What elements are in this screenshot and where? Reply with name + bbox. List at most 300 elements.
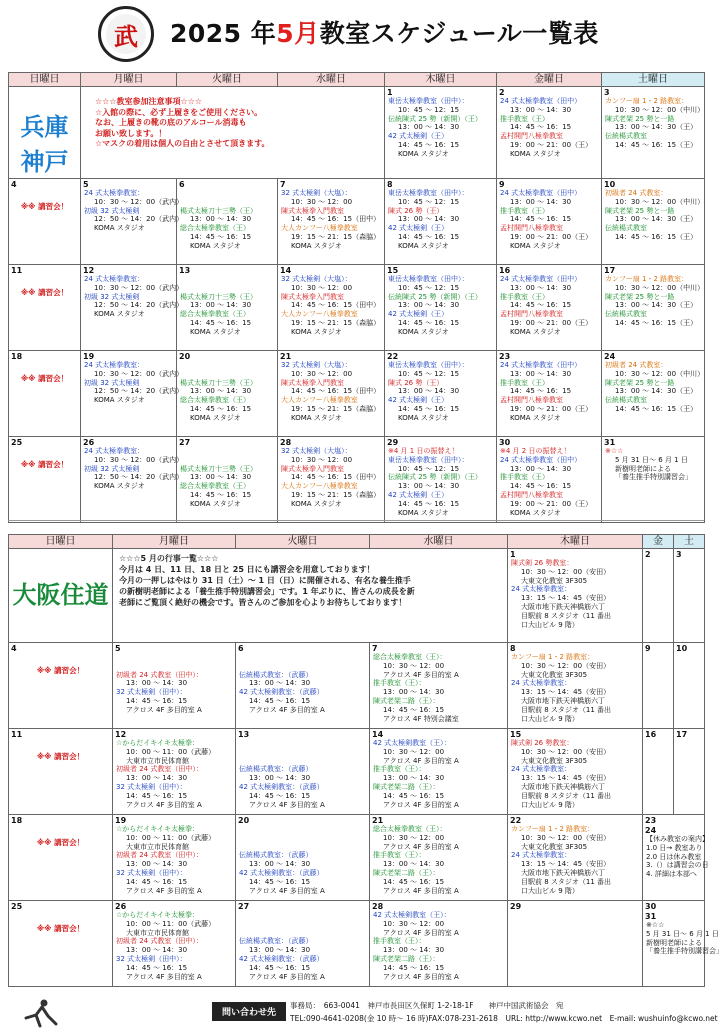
- notice-line: ☆☆☆教室参加注意事項☆☆☆: [95, 97, 203, 106]
- osaka-notice: [113, 549, 507, 608]
- class-entry: 42 式太極剣（王）: [388, 132, 449, 141]
- class-entry: 10：30 〜 12：00: [291, 197, 353, 206]
- class-entry: 楊式太極刀十三勢（王）: [180, 292, 257, 301]
- notice-line: 今月は 4 日、11 日、18 日と 25 日にも講習会を用意しております！: [119, 565, 375, 574]
- class-entry: KOMA スタジオ: [94, 396, 145, 405]
- kobe-weekday-header: [9, 73, 705, 87]
- osaka-notice-cell: [113, 549, 508, 643]
- kobe-day-cell: [177, 179, 278, 265]
- class-entry: 大東市立市民体育館: [126, 928, 189, 937]
- osaka-day-cell: [113, 643, 236, 729]
- class-entry: 10：00 〜 11：00（武藤）: [126, 833, 216, 842]
- class-entry: 推手教室（王）：: [373, 851, 426, 860]
- title-month: 5月: [276, 19, 320, 48]
- class-entry: 目駅前 8 スタジオ（11 番出: [521, 611, 612, 620]
- kobe-day-cell: [385, 179, 497, 265]
- class-entry: アクロス 4F 多目的室 A: [383, 756, 459, 765]
- class-entry: 伝統楊式教室：（武藤）: [239, 670, 313, 679]
- class-entry: 初級 32 式太極剣: [84, 206, 140, 215]
- kobe-day-cell: [278, 265, 385, 351]
- seminar-note: ※※ 講習会！: [20, 374, 69, 383]
- day-number: 11: [11, 266, 23, 275]
- class-entry: 伝統楊式教室: [605, 224, 647, 233]
- class-entry: 陳式老架二路（王）：: [373, 954, 440, 963]
- day-number: 25: [11, 438, 23, 447]
- class-entry: [113, 653, 235, 662]
- class-entry: 初級者 24 式教室：: [605, 361, 668, 369]
- seminar-note: ※※ 講習会！: [36, 924, 85, 933]
- class-entry: 総合太極拳教室（王）: [180, 310, 250, 319]
- class-entry: 10：30 〜 12：00（武内）: [94, 455, 184, 464]
- class-entry: 13：00 〜 14：30: [510, 283, 572, 292]
- kobe-day-cell: [81, 179, 184, 265]
- class-entry: KOMA スタジオ: [398, 508, 449, 517]
- class-entry: [236, 834, 369, 843]
- class-entry: 32 式太極剣（大塩）：: [281, 447, 352, 455]
- class-entry: 42 式太極剣（王）: [388, 310, 449, 319]
- class-entry: 大東文化教室 3F305: [521, 842, 588, 851]
- kobe-day-cell: [497, 437, 602, 523]
- class-entry: 10：30 〜 12：00（安田）: [521, 747, 611, 756]
- notice-line: なお、上履きの靴の底のアルコール消毒も: [95, 118, 247, 127]
- page-title: [170, 14, 599, 50]
- day-number: 13: [179, 266, 191, 275]
- day-number: 8: [387, 180, 393, 189]
- class-entry: 13：00 〜 14：30: [383, 688, 445, 697]
- schedule-note: 5 月 31 日〜 6 月 1 日: [646, 929, 719, 938]
- osaka-day-cell: [508, 729, 643, 815]
- day-number: 15: [387, 266, 399, 275]
- kobe-day-cell: [81, 351, 184, 437]
- osaka-sunday-cell: [9, 815, 113, 901]
- weekday-label: 日曜日: [9, 535, 113, 549]
- class-entry: 10：30 〜 12：00: [383, 833, 445, 842]
- class-entry: 14：45 〜 16：15: [249, 963, 311, 972]
- class-entry: 14：45 〜 16：15: [510, 482, 572, 491]
- class-entry: 大人カンフー八極拳教室: [281, 482, 358, 491]
- contact-address: 事務局： 663-0041 神戸市長田区久保町 1-2-18-1F 神戸中国武術協会 宛: [290, 1001, 564, 1010]
- day-number: 24: [604, 352, 616, 361]
- class-entry: 14：45 〜 16：15（王）: [615, 140, 698, 149]
- class-entry: 10：30 〜 12：00（安田）: [521, 661, 611, 670]
- class-entry: 13：00 〜 14：30: [398, 123, 460, 132]
- class-entry: 13：00 〜 14：30: [126, 946, 188, 955]
- osaka-day-cell: [370, 729, 508, 815]
- kobe-day-cell: [385, 351, 497, 437]
- class-entry: 14：45 〜 16：15（田中）: [291, 301, 381, 310]
- class-entry: 13：00 〜 14：30: [398, 387, 460, 396]
- day-number: 4: [11, 180, 17, 189]
- class-entry: アクロス 4F 多目的室 A: [249, 972, 325, 981]
- kobe-day-cell: [602, 437, 705, 523]
- class-entry: 推手教室（王）: [500, 292, 549, 301]
- class-entry: アクロス 4F 多目的室 A: [383, 670, 459, 679]
- notice-line: ☆マスクの着用は個人の自由とさせて頂きます。: [95, 139, 270, 148]
- class-entry: 陳式老架 25 勢と一路: [605, 114, 675, 123]
- class-entry: 初級者 24 式教室（田中）：: [116, 670, 203, 679]
- kobe-day-cell: [177, 265, 278, 351]
- class-entry: 24 式太極拳教室：: [511, 765, 572, 774]
- class-entry: 口大山ビル 9 階）: [521, 714, 579, 723]
- class-entry: 5 月 31 日〜 6 月 1 日: [615, 455, 688, 464]
- kobe-city-name: 兵庫神戸: [20, 113, 69, 176]
- class-entry: 伝統楊式教室: [605, 132, 647, 141]
- schedule-note: ※☆☆: [646, 921, 665, 929]
- day-number: 8: [510, 644, 516, 653]
- class-entry: 陳式老架二路（王）：: [373, 782, 440, 791]
- class-entry: 24 式太極拳教室：: [84, 447, 145, 455]
- class-entry: 陳式太極拳入門教室: [281, 378, 344, 387]
- class-entry: 10：30 〜 12：00（中川）: [615, 283, 705, 292]
- class-entry: 総合太極拳教室（王）：: [373, 825, 447, 833]
- osaka-day-cell: [508, 549, 643, 643]
- class-entry: 24 式太極拳教室：: [511, 679, 572, 688]
- kobe-week: [9, 265, 705, 351]
- class-entry: 伝統楊式教室: [605, 396, 647, 405]
- day-number: 27: [238, 902, 250, 911]
- osaka-day-cell: [508, 815, 643, 901]
- day-number: 28: [280, 438, 292, 447]
- schedule-note: 新樹明老師による: [646, 938, 702, 947]
- kobe-day-cell: [278, 351, 385, 437]
- class-entry: アクロス 4F 多目的室 A: [126, 972, 202, 981]
- class-entry: 14：45 〜 16：15（田中）: [291, 215, 381, 224]
- day-number: 21: [280, 352, 292, 361]
- class-entry: 13：15 〜 14：45（安田）: [521, 688, 611, 697]
- class-entry: 32 式太極剣（田中）：: [116, 688, 187, 697]
- day-number: 14: [372, 730, 384, 739]
- day-number: 6: [179, 180, 185, 189]
- osaka-week: [9, 729, 705, 815]
- class-entry: 14：45 〜 16：15: [398, 318, 460, 327]
- class-entry: 13：00 〜 14：30: [510, 369, 572, 378]
- day-number: 9: [645, 644, 651, 653]
- class-entry: [177, 361, 277, 370]
- class-entry: KOMA スタジオ: [94, 482, 145, 491]
- kobe-day-cell: [497, 265, 602, 351]
- weekday-label: 月曜日: [113, 535, 236, 549]
- class-entry: 19：15 〜 21：15（森脇）: [291, 490, 381, 499]
- day-number: 7: [372, 644, 378, 653]
- class-entry: 孟村開門八極拳教室: [500, 490, 563, 499]
- class-entry: 10：30 〜 12：00: [383, 747, 445, 756]
- class-entry: 10：30 〜 12：00（中川）: [615, 369, 705, 378]
- class-entry: 32 式太極剣（大塩）：: [281, 189, 352, 197]
- class-entry: 13：00 〜 14：30: [383, 946, 445, 955]
- class-entry: 14：45 〜 16：15: [510, 123, 572, 132]
- class-entry: 大東市立市民体育館: [126, 842, 189, 851]
- day-number: 30: [499, 438, 511, 447]
- class-entry: 陳式老架 25 勢と一路: [605, 292, 675, 301]
- osaka-day-cell: [643, 815, 709, 901]
- class-entry: 14：45 〜 16：15: [190, 404, 252, 413]
- weekday-label: 金曜日: [497, 73, 602, 87]
- contact-footer: [0, 994, 718, 1036]
- kobe-sunday-cell: [9, 437, 81, 523]
- day-number: 14: [280, 266, 292, 275]
- osaka-day-cell: [674, 729, 705, 815]
- class-entry: 32 式太極剣（田中）：: [116, 954, 187, 963]
- class-entry: 10：30 〜 12：00（武内）: [94, 197, 184, 206]
- class-entry: 14：45 〜 16：15（王）: [615, 404, 698, 413]
- class-entry: 楊式太極刀十三勢（王）: [180, 378, 257, 387]
- class-entry: 陳式剣 26 勢教室：: [511, 559, 574, 567]
- osaka-week: [9, 643, 705, 729]
- class-entry: 12：50 〜 14：20（武内）: [94, 473, 184, 482]
- class-entry: 24 式太極拳教室：: [84, 361, 145, 369]
- class-entry: KOMA スタジオ: [190, 413, 241, 422]
- class-entry: 42 式太極剣教室（王）：: [373, 911, 451, 919]
- class-entry: 孟村開門八極拳教室: [500, 396, 563, 405]
- class-entry: [177, 275, 277, 284]
- day-number: 21: [372, 816, 384, 825]
- class-entry: [236, 911, 369, 920]
- class-entry: [177, 198, 277, 207]
- class-entry: 10：30 〜 12：00（安田）: [521, 833, 611, 842]
- class-entry: 初級者 24 式教室（田中）：: [116, 765, 203, 774]
- notice-line: 老師にご覧頂く絶好の機会です。皆さんのご参加を心よりお待ちしております！: [119, 598, 407, 607]
- osaka-sunday-cell: [9, 729, 113, 815]
- kobe-day-cell: [497, 179, 602, 265]
- osaka-city-cell: [9, 549, 113, 643]
- class-entry: 初級 32 式太極剣: [84, 292, 140, 301]
- class-entry: 総合太極拳教室（王）: [180, 224, 250, 233]
- kobe-week: [9, 437, 705, 523]
- weekday-label: 月曜日: [81, 73, 177, 87]
- class-entry: ☆からだイキイキ太極拳：: [116, 825, 199, 833]
- class-entry: 14：45 〜 16：15: [126, 791, 188, 800]
- class-entry: 孟村開門八極拳教室: [500, 224, 563, 233]
- class-entry: 42 式太極剣教室：（武藤）: [239, 868, 324, 877]
- class-entry: 10：30 〜 12：00（武内）: [94, 369, 184, 378]
- class-entry: 目駅前 8 スタジオ（11 番出: [521, 791, 612, 800]
- class-entry: 目駅前 8 スタジオ（11 番出: [521, 877, 612, 886]
- class-entry: 初級者 24 式教室：: [605, 189, 668, 197]
- class-entry: 14：45 〜 16：15: [510, 215, 572, 224]
- class-entry: 陳式太極拳入門教室: [281, 206, 344, 215]
- class-entry: [177, 370, 277, 379]
- class-entry: 総合太極拳教室（王）: [180, 482, 250, 491]
- class-entry: 42 式太極剣（王）: [388, 224, 449, 233]
- class-entry: 伝統陳式 25 勢（新開）（王）: [388, 292, 482, 301]
- class-entry: 13：00 〜 14：30: [510, 464, 572, 473]
- class-entry: 42 式太極剣教室（王）：: [373, 739, 451, 747]
- kobe-day-cell: [602, 351, 705, 437]
- class-entry: 大東文化教室 3F305: [521, 756, 588, 765]
- day-number: 17: [604, 266, 616, 275]
- class-entry: 初級者 24 式教室（田中）：: [116, 851, 203, 860]
- day-number: 5: [115, 644, 121, 653]
- class-entry: 10：30 〜 12：00: [291, 369, 353, 378]
- class-entry: アクロス 4F 多目的室 A: [383, 972, 459, 981]
- class-entry: 孟村開門八極拳教室: [500, 132, 563, 141]
- class-entry: 42 式太極剣教室：（武藤）: [239, 954, 324, 963]
- class-entry: 陳式 26 勢（王）: [388, 206, 444, 215]
- class-entry: 14：45 〜 16：15（王）: [615, 232, 698, 241]
- class-entry: アクロス 4F 多目的室 A: [383, 800, 459, 809]
- weekday-label: 水曜日: [278, 73, 385, 87]
- class-entry: 伝統陳式 25 勢（新開）（王）: [388, 473, 482, 482]
- class-entry: 口大山ビル 9 階）: [521, 620, 579, 629]
- class-entry: 14：45 〜 16：15: [383, 963, 445, 972]
- osaka-day-cell: [643, 901, 723, 987]
- class-entry: 13：15 〜 14：45（安田）: [521, 860, 611, 869]
- page-header: [0, 0, 712, 68]
- kobe-day-cell: [81, 265, 184, 351]
- class-entry: 推手教室（王）: [500, 114, 549, 123]
- class-entry: 10：45 〜 12：15: [398, 197, 460, 206]
- class-entry: 19：00 〜 21：00（王）: [510, 140, 593, 149]
- logo-mark: 武: [106, 14, 146, 54]
- schedule-note: 2.0 日は休み教室: [646, 852, 702, 861]
- day-number: 23: [499, 352, 511, 361]
- class-entry: 13：00 〜 14：30: [249, 679, 311, 688]
- class-entry: 42 式太極剣教室：（武藤）: [239, 782, 324, 791]
- kobe-day-cell: [278, 179, 385, 265]
- class-entry: 大阪市地下鉄天神橋筋六丁: [521, 602, 605, 611]
- day-number: 13: [238, 730, 250, 739]
- class-entry: 大阪市地下鉄天神橋筋六丁: [521, 868, 605, 877]
- class-entry: 32 式太極剣（大塩）：: [281, 361, 352, 369]
- class-entry: KOMA スタジオ: [94, 224, 145, 233]
- kobe-sunday-cell: [9, 179, 81, 265]
- osaka-day-cell: [370, 815, 508, 901]
- day-number: 10: [604, 180, 616, 189]
- class-entry: 12：50 〜 14：20（武内）: [94, 387, 184, 396]
- class-entry: 大東市立市民体育館: [126, 756, 189, 765]
- class-entry: 32 式太極剣（田中）：: [116, 782, 187, 791]
- class-entry: KOMA スタジオ: [291, 241, 342, 250]
- class-entry: 19：15 〜 21：15（森脇）: [291, 404, 381, 413]
- kobe-notice-cell: [81, 87, 385, 179]
- class-entry: 推手教室（王）：: [373, 937, 426, 946]
- osaka-day-cell: [370, 643, 508, 729]
- class-entry: 推手教室（王）：: [373, 679, 426, 688]
- class-entry: KOMA スタジオ: [510, 149, 561, 158]
- class-entry: 伝統楊式教室: [605, 310, 647, 319]
- class-entry: 13：00 〜 14：30: [398, 482, 460, 491]
- osaka-day-cell: [236, 643, 370, 729]
- class-entry: 13：00 〜 14：30: [126, 860, 188, 869]
- class-entry: KOMA スタジオ: [190, 327, 241, 336]
- class-entry: KOMA スタジオ: [94, 310, 145, 319]
- class-entry: 14：45 〜 16：15（王）: [615, 318, 698, 327]
- schedule-note: 4. 詳細は本部へ: [646, 870, 697, 879]
- osaka-day-cell: [508, 901, 643, 987]
- class-entry: 伝統陳式 25 勢（新開）（王）: [388, 114, 482, 123]
- kobe-day-cell: [602, 87, 705, 179]
- class-entry: 14：45 〜 16：15: [383, 877, 445, 886]
- day-number: 1: [387, 88, 393, 97]
- day-number: 5: [83, 180, 89, 189]
- title-year: 2025 年: [170, 19, 277, 48]
- osaka-day-cell: [113, 901, 236, 987]
- class-entry: 目駅前 8 スタジオ（11 番出: [521, 705, 612, 714]
- class-entry: 19：15 〜 21：15（森脇）: [291, 318, 381, 327]
- osaka-day-cell: [113, 729, 236, 815]
- class-entry: 口大山ビル 9 階）: [521, 800, 579, 809]
- class-entry: 孟村開門八極拳教室: [500, 310, 563, 319]
- class-entry: 陳式老架 25 勢と一路: [605, 378, 675, 387]
- notice-line: ☆入館の際に、必ず上履きをご使用ください。: [95, 107, 263, 117]
- day-number: 29: [510, 902, 522, 911]
- class-entry: ※4 月 2 日の振替え！: [500, 447, 571, 455]
- class-entry: アクロス 4F 多目的室 A: [383, 928, 459, 937]
- class-entry: 陳式太極拳入門教室: [281, 292, 344, 301]
- seminar-note: ※※ 講習会！: [36, 666, 85, 675]
- osaka-calendar: [8, 534, 723, 987]
- class-entry: 10：30 〜 12：00（武内）: [94, 283, 184, 292]
- class-entry: 13：00 〜 14：30（王）: [615, 215, 698, 224]
- osaka-day-cell: [674, 643, 705, 729]
- kobe-week-1: [9, 87, 705, 179]
- class-entry: 14：45 〜 16：15: [190, 490, 252, 499]
- class-entry: [236, 662, 369, 671]
- martial-artist-icon: [20, 998, 60, 1028]
- class-entry: 新樹明老師による: [615, 464, 671, 473]
- kobe-week: [9, 351, 705, 437]
- class-entry: 13：00 〜 14：30: [126, 679, 188, 688]
- class-entry: 14：45 〜 16：15: [126, 877, 188, 886]
- class-entry: 10：30 〜 12：00: [383, 661, 445, 670]
- day-number: 22: [387, 352, 399, 361]
- class-entry: 陳式老架二路（王）：: [373, 868, 440, 877]
- day-number: 25: [11, 902, 23, 911]
- class-entry: 総合太極拳教室（王）：: [373, 653, 447, 661]
- class-entry: 14：45 〜 16：15: [126, 696, 188, 705]
- class-entry: 陳式 26 勢（王）: [388, 378, 444, 387]
- class-entry: 陳式老架 25 勢と一路: [605, 206, 675, 215]
- class-entry: 陳式太極拳入門教室: [281, 464, 344, 473]
- class-entry: 大東文化教室 3F305: [521, 670, 588, 679]
- day-number: 19: [83, 352, 95, 361]
- class-entry: カンフー扇 1・2 路教室：: [605, 275, 689, 283]
- class-entry: 陳式老架二路（王）：: [373, 696, 440, 705]
- class-entry: [236, 825, 369, 834]
- day-number: 26: [115, 902, 127, 911]
- class-entry: アクロス 4F 多目的室 A: [383, 842, 459, 851]
- class-entry: アクロス 4F 多目的室 A: [126, 800, 202, 809]
- class-entry: 口大山ビル 9 階）: [521, 886, 579, 895]
- class-entry: 10：30 〜 12：00: [291, 283, 353, 292]
- class-entry: 初級 32 式太極剣: [84, 464, 140, 473]
- osaka-city-name: 大阪住道: [12, 581, 109, 609]
- class-entry: 東岳太極拳教室（田中）：: [388, 97, 469, 105]
- day-number: 24: [645, 826, 657, 835]
- kobe-day-cell: [602, 179, 705, 265]
- class-entry: アクロス 4F 多目的室 A: [249, 705, 325, 714]
- association-logo: [98, 6, 154, 62]
- class-entry: 14：45 〜 16：15（田中）: [291, 473, 381, 482]
- class-entry: 13：00 〜 14：30: [383, 774, 445, 783]
- class-entry: 13：00 〜 14：30: [249, 774, 311, 783]
- day-number: 17: [676, 730, 688, 739]
- day-number: 31: [604, 438, 616, 447]
- class-entry: KOMA スタジオ: [398, 241, 449, 250]
- class-entry: 13：00 〜 14：30: [190, 387, 252, 396]
- class-entry: アクロス 4F 特別会議室: [383, 714, 459, 723]
- class-entry: 推手教室（王）: [500, 473, 549, 482]
- kobe-day-cell: [385, 87, 497, 179]
- day-number: 16: [499, 266, 511, 275]
- kobe-day-cell: [81, 437, 184, 523]
- class-entry: 13：00 〜 14：30: [249, 946, 311, 955]
- class-entry: アクロス 4F 多目的室 A: [249, 800, 325, 809]
- osaka-weekday-header: [9, 535, 705, 549]
- day-number: 12: [115, 730, 127, 739]
- class-entry: 東岳太極拳教室（田中）：: [388, 361, 469, 369]
- class-entry: 東岳太極拳教室（田中）：: [388, 275, 469, 283]
